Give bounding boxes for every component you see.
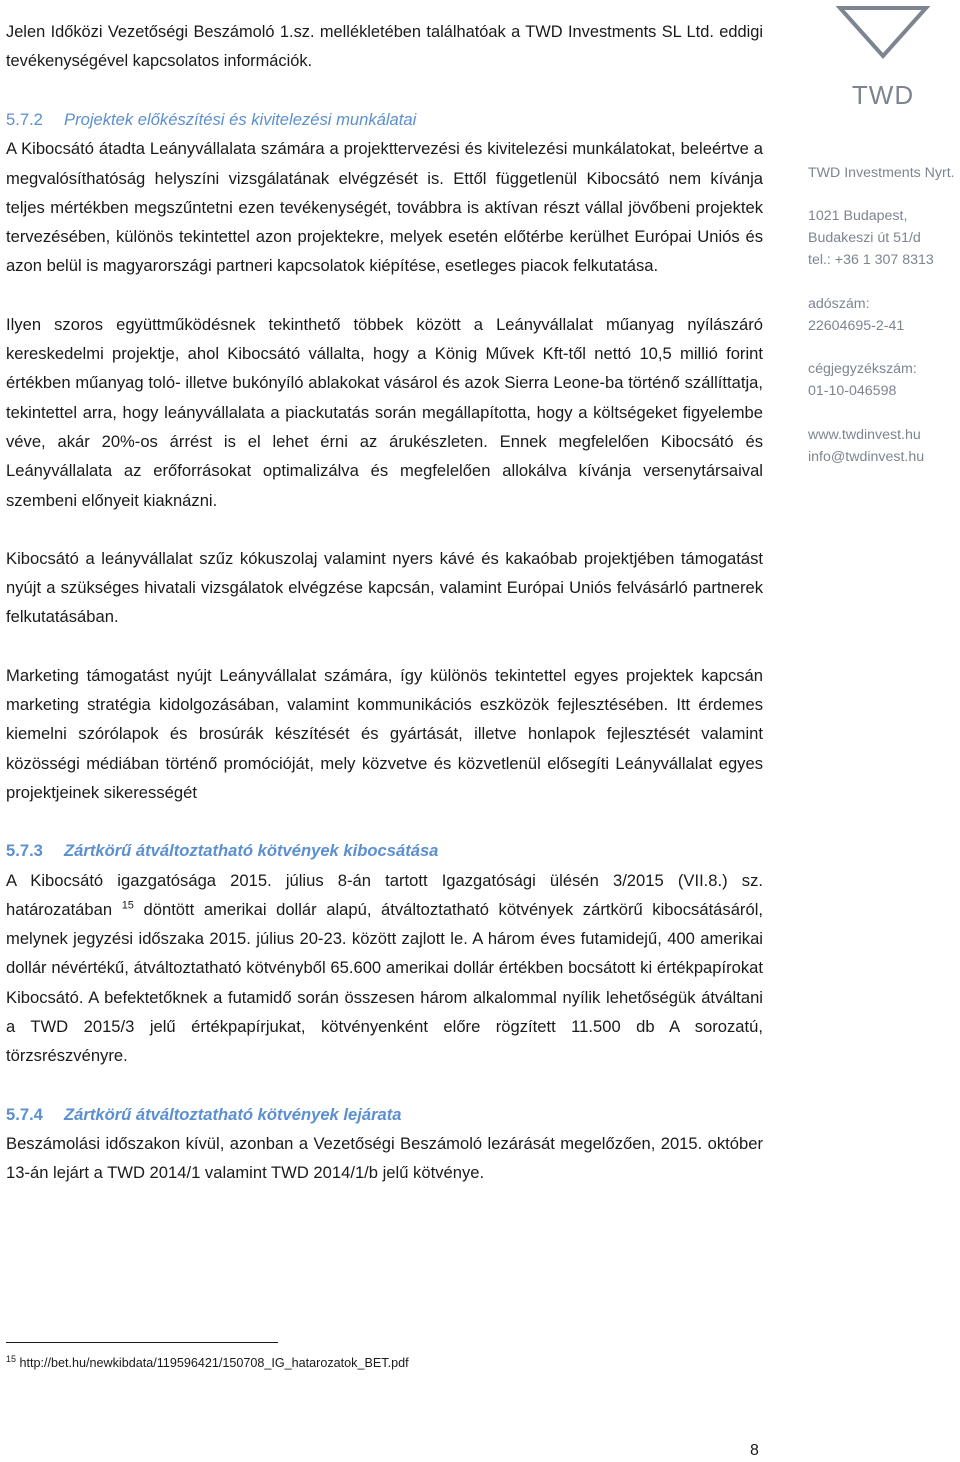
section-heading-5-7-3 (6, 836, 763, 865)
footnote-separator (6, 1342, 278, 1343)
section-title: Zártkörű átváltoztatható kötvények kibocsátása (64, 841, 439, 861)
intro-paragraph: Jelen Időközi Vezetőségi Beszámoló 1.sz. mellékletében találhatóak a TWD Investments SL Ltd. eddigi tevékenységével kapcsolatos információk. (6, 23, 763, 70)
page-number: 8 (750, 1442, 759, 1459)
address-line-1: 1021 Budapest, (808, 208, 908, 224)
paragraph-text: döntött amerikai dollár alapú, átváltoztatható kötvények zártkörű kibocsátásáról, melynek jegyzési időszaka 2015. július 20-23. között zajlott le. A három éves futamidejű, 400 amerikai dollár névértékű, átváltoztatható kötvényből 65.600 amerikai dollár értékben bocsátott ki értékpapírokat Kibocsátó. A befektetőknek a futamidő során összesen három alkalommal nyílik lehetőségük átváltani a TWD 2015/3 jelű értékpapírjukat, kötvényenként előre rögzített 11.500 db A sorozatú, törzsrészvényre. (6, 899, 763, 1066)
section-heading-5-7-4 (6, 1100, 763, 1129)
section-number: 5.7.2 (6, 110, 43, 129)
paragraph: Marketing támogatást nyújt Leányvállalat számára, így különös tekintettel egyes projektek kapcsán marketing stratégia kidolgozásában, valamint kommunikációs eszközök fejlesztésében. Itt érdemes kiemelni szórólapok és brosúrák készítését és gyártását, illetve honlapok fejlesztését valamint közösségi médiában történő promócióját, mely közvetve és közvetlenül elősegíti Leányvállalat egyes projektjeinek sikerességét (6, 665, 763, 802)
paragraph: Ilyen szoros együttműködésnek tekinthető többek között a Leányvállalat műanyag nyílászáró kereskedelmi projektje, ahol Kibocsátó vállalta, hogy a König Művek Kft-től nettó 10,5 millió forint értékben műanyag toló- illetve bukónyíló ablakokat vásárol és azok Sierra Leone-ba történő szállíttatja, tekintettel arra, hogy leányvállalata a piackutatás során megállapította, hogy a költségeket figyelembe véve, akár 20%-os árrést is el lehet érni az árukészleten. Ennek megfelelően Kibocsátó és Leányvállalata az erőforrásokat optimalizálva és megfelelően allokálva kívánja versenytársaival szembeni előnyeit kiaknázni. (6, 314, 763, 510)
registration-number: 01-10-046598 (808, 383, 897, 399)
paragraph: A Kibocsátó átadta Leányvállalata számára a projekttervezési és kivitelezési munkálatokat, beleértve a megvalósíthatóság helyszíni vizsgálatának elvégzését is. Ettől függetlenül Kibocsátó nem kívánja teljes mértékben megszűntetni ezen tevékenységét, továbbra is aktívan részt vállal jövőbeni projektek tervezésében, különös tekintettel azon projektekre, melyek esetén előtérbe kerülhet Európai Uniós és azon belül is magyarországi partneri kapcsolatok kiépítése, esetleges piacok felkutatása. (6, 139, 763, 276)
footnote-number: 15 (6, 1353, 17, 1364)
section-title: Zártkörű átváltoztatható kötvények lejárata (64, 1104, 402, 1124)
tax-label: adószám: (808, 296, 870, 312)
website-link[interactable]: www.twdinvest.hu (808, 427, 921, 443)
tax-number: 22604695-2-41 (808, 318, 905, 334)
section-title: Projektek előkészítési és kivitelezési munkálatai (64, 110, 417, 129)
section-number: 5.7.3 (6, 841, 43, 861)
footnote-link[interactable]: http://bet.hu/newkibdata/119596421/150708_IG_hatarozatok_BET.pdf (19, 1356, 409, 1370)
section-number: 5.7.4 (6, 1104, 43, 1124)
twd-logo-icon (822, 2, 944, 112)
footnote (6, 1354, 409, 1372)
footnote-reference[interactable]: 15 (121, 899, 134, 912)
section-heading-5-7-2 (6, 105, 763, 134)
paragraph: Beszámolási időszakon kívül, azonban a Vezetőségi Beszámoló lezárását megelőzően, 2015. október 13-án lejárt a TWD 2014/1 valamint TWD 2014/1/b jelű kötvénye. (6, 1133, 763, 1183)
document-body (6, 18, 763, 1188)
email-link[interactable]: info@twdinvest.hu (808, 449, 925, 465)
address-line-2: Budakeszi út 51/d (808, 230, 921, 246)
registration-label: cégjegyzékszám: (808, 361, 917, 377)
logo-text: TWD (851, 80, 915, 110)
paragraph-text: A Kibocsátó igazgatósága 2015. július 8-án tartott Igazgatósági ülésén 3/2015 (VII.8.) sz. határozatában (6, 870, 763, 919)
paragraph: Kibocsátó a leányvállalat szűz kókuszolaj valamint nyers kávé és kakaóbab projektjében támogatást nyújt a szükséges hivatali vizsgálatok elvégzése kapcsán, valamint Európai Uniós felvásárló partnerek felkutatásában. (6, 548, 763, 627)
company-name: TWD Investments Nyrt. (808, 165, 955, 181)
phone: tel.: +36 1 307 8313 (808, 252, 934, 268)
paragraph (6, 866, 763, 1071)
